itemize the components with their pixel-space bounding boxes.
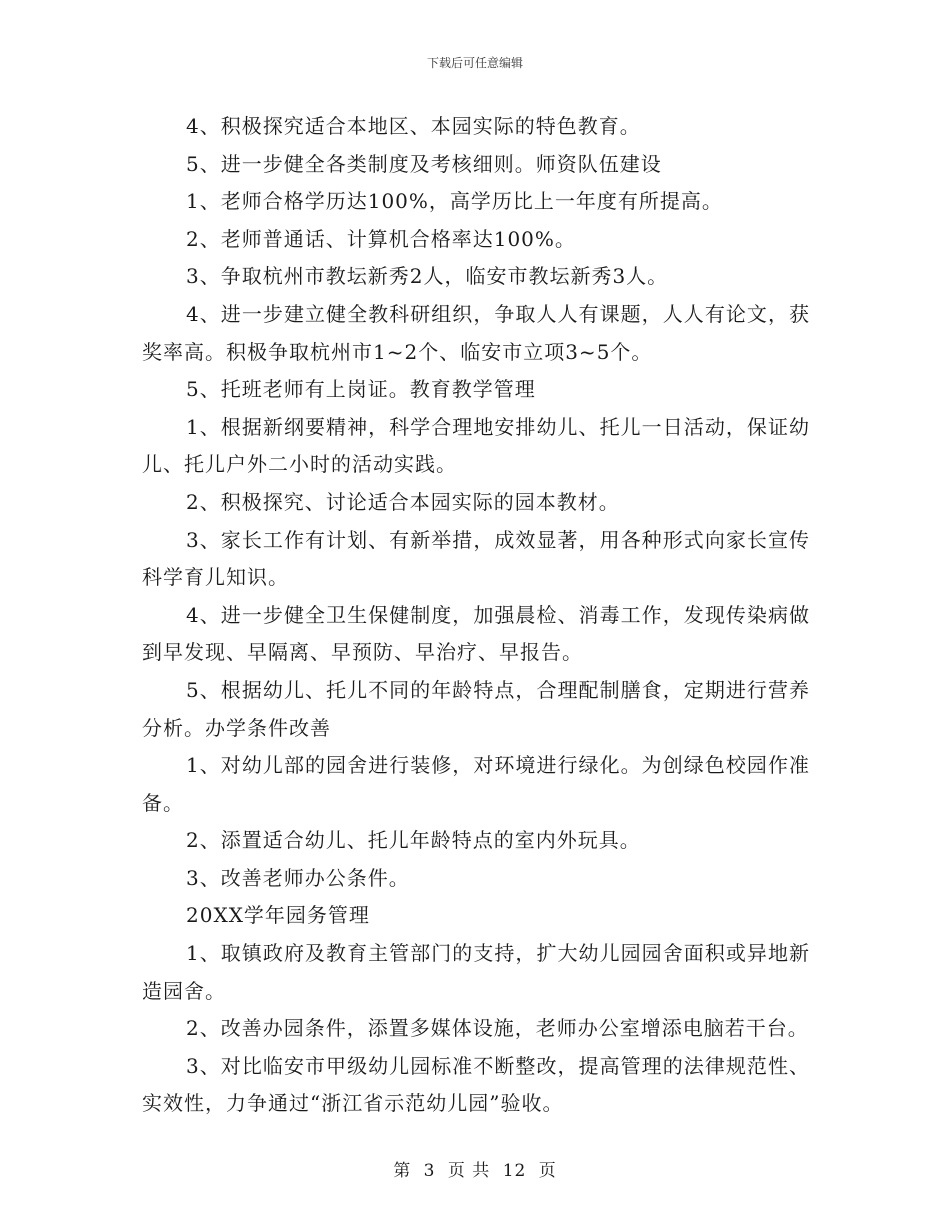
paragraph: 1、取镇政府及教育主管部门的支持，扩大幼儿园园舍面积或异地新造园舍。 (142, 941, 810, 1003)
document-body (142, 108, 810, 1123)
paragraph: 1、根据新纲要精神，科学合理地安排幼儿、托儿一日活动，保证幼儿、托儿户外二小时的活动实践。 (142, 414, 810, 477)
paragraph: 1、对幼儿部的园舍进行装修，对环境进行绿化。为创绿色校园作准备。 (142, 753, 810, 815)
paragraph: 3、家长工作有计划、有新举措，成效显著，用各种形式向家长宣传科学育儿知识。 (142, 527, 810, 590)
paragraph: 3、对比临安市甲级幼儿园标准不断整改，提高管理的法律规范性、实效性，力争通过“浙江省示范幼儿园”验收。 (142, 1053, 810, 1116)
page-number: 3 (423, 1161, 436, 1181)
page-total: 12 (502, 1161, 527, 1181)
paragraph: 5、进一步健全各类制度及考核细则。师资队伍建设 (186, 151, 662, 176)
header-note: 下载后可任意编辑 (426, 56, 523, 70)
paragraph: 5、托班老师有上岗证。教育教学管理 (186, 377, 536, 402)
footer-prefix: 第 (393, 1161, 412, 1181)
section-heading: 20XX学年园务管理 (186, 903, 370, 928)
paragraph: 3、改善老师办公条件。 (186, 865, 410, 890)
paragraph: 2、老师普通话、计算机合格率达100%。 (186, 226, 576, 251)
paragraph: 2、积极探究、讨论适合本园实际的园本教材。 (186, 489, 620, 514)
paragraph: 5、根据幼儿、托儿不同的年龄特点，合理配制膳食，定期进行营养分析。办学条件改善 (142, 677, 810, 740)
paragraph: 3、争取杭州市教坛新秀2人，临安市教坛新秀3人。 (186, 264, 669, 289)
paragraph: 1、老师合格学历达100%，高学历比上一年度有所提高。 (186, 189, 723, 214)
paragraph: 2、改善办园条件，添置多媒体设施，老师办公室增添电脑若干台。 (186, 1016, 809, 1041)
page-footer (0, 1156, 950, 1181)
paragraph: 2、添置适合幼儿、托儿年龄特点的室内外玩具。 (186, 828, 641, 853)
paragraph: 4、进一步健全卫生保健制度，加强晨检、消毒工作，发现传染病做到早发现、早隔离、早预防、早治疗、早报告。 (142, 602, 810, 665)
paragraph: 4、积极探究适合本地区、本园实际的特色教育。 (186, 114, 641, 138)
footer-suffix: 页 (538, 1161, 557, 1181)
footer-middle: 页 共 (447, 1161, 491, 1181)
paragraph: 4、进一步建立健全教科研组织，争取人人有课题，人人有论文，获奖率高。积极争取杭州市1~2个、临安市立项3~5个。 (142, 301, 810, 364)
